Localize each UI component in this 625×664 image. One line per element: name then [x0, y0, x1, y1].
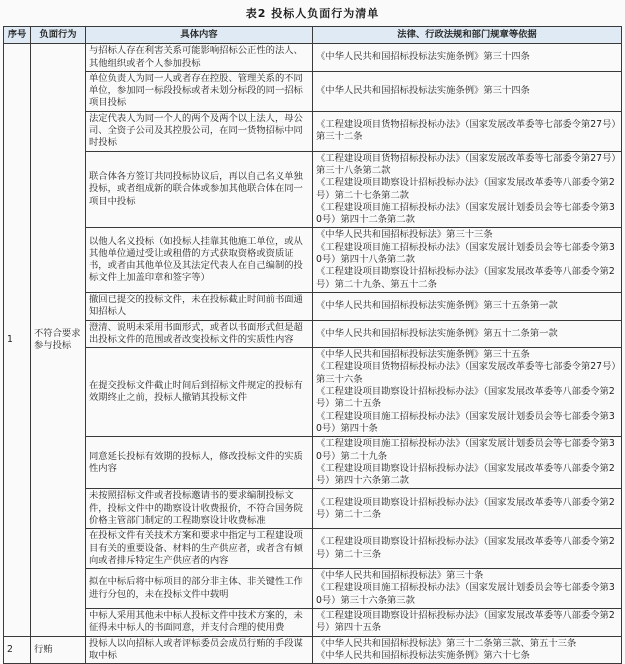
legal-basis-cell [313, 292, 622, 320]
legal-basis-entry: 《工程建设项目勘察设计招标投标办法》（国家发展改革委等八部委令第2号）第二十五条 [316, 386, 615, 410]
header-negative-behavior: 负面行为 [31, 27, 86, 44]
header-legal-basis: 法律、行政法规和部门规章等依据 [313, 27, 622, 44]
legal-basis-cell [313, 44, 622, 72]
legal-basis-cell [313, 151, 622, 228]
legal-basis-cell [313, 320, 622, 348]
specific-content-cell: 同意延长投标有效期的投标人，修改投标文件的实质性内容 [86, 437, 313, 489]
table-row [4, 529, 622, 569]
legal-basis-entry: 《中华人民共和国招标投标法实施条例》第五十二条第一款 [316, 327, 558, 339]
legal-basis-cell [313, 636, 622, 664]
table-row [4, 292, 622, 320]
negative-behavior-cell: 行贿 [31, 636, 86, 664]
legal-basis-entry: 《工程建设项目施工招标投标办法》（国家发展计划委员会等七部委令第30号）第四十二条第二款 [316, 201, 615, 226]
legal-basis-entry: 《中华人民共和国招标投标法实施条例》第三十五条 [316, 349, 530, 361]
serial-number-cell: 1 [4, 44, 31, 636]
specific-content-cell: 与招标人存在利害关系可能影响招标公正性的法人、其他组织或者个人参加投标 [86, 44, 313, 72]
specific-content-cell: 在投标文件有关技术方案和要求中指定与工程建设项目有关的重要设备、材料的生产供应者，或者含有倾向或者排斥特定生产供应者的内容 [86, 529, 313, 569]
table-row [4, 44, 622, 72]
table-row [4, 151, 622, 228]
legal-basis-cell [313, 489, 622, 529]
specific-content-cell: 在提交投标文件截止时间后到招标文件规定的投标有效期终止之前，投标人撤销其投标文件 [86, 348, 313, 437]
legal-basis-entry: 《工程建设项目勘察设计招标投标办法》（国家发展改革委等八部委令第2号）第二十二条 [316, 496, 615, 520]
table-row [4, 228, 622, 292]
table-row [4, 71, 622, 111]
legal-basis-cell [313, 529, 622, 569]
bidder-negative-behavior-table [3, 26, 622, 664]
legal-basis-entry: 《中华人民共和国招标投标法实施条例》第六十七条 [316, 649, 530, 661]
legal-basis-entry: 《中华人民共和国招标投标法》第三十条 [316, 570, 484, 582]
legal-basis-cell [313, 348, 622, 437]
legal-basis-entry: 《工程建设项目货物招标投标办法》（国家发展改革委等七部委令第27号）第三十六条 [316, 361, 617, 385]
legal-basis-entry: 《工程建设项目货物招标投标办法》（国家发展改革委等七部委令第27号）第三十八条第二款 [316, 152, 617, 176]
table-body [4, 44, 622, 664]
legal-basis-cell [313, 71, 622, 111]
specific-content-cell: 未按照招标文件或者投标邀请书的要求编制投标文件，投标文件中的勘察设计收费报价，不符合国务院价格主管部门制定的工程勘察设计收费标准 [86, 489, 313, 529]
legal-basis-entry: 《工程建设项目货物招标投标办法》（国家发展改革委等七部委令第27号）第三十二条 [316, 118, 617, 143]
legal-basis-cell [313, 437, 622, 489]
legal-basis-cell [313, 228, 622, 292]
legal-basis-entry: 《工程建设项目勘察设计招标投标办法》（国家发展改革委等八部委令第2号）第二十三条 [316, 536, 615, 560]
legal-basis-entry: 《工程建设项目施工招标投标办法》（国家发展计划委员会等七部委令第30号）第四十八条第二款 [316, 241, 615, 266]
specific-content-cell: 澄清、说明未采用书面形式，或者以书面形式但是超出投标文件的范围或者改变投标文件的实质性内容 [86, 320, 313, 348]
specific-content-cell: 联合体各方签订共同投标协议后，再以自己名义单独投标，或者组成新的联合体或参加其他联合体在同一项目中投标 [86, 151, 313, 228]
legal-basis-cell [313, 111, 622, 151]
negative-behavior-cell: 不符合要求参与投标 [31, 44, 86, 636]
specific-content-cell: 撤回已提交的投标文件，未在投标截止时间前书面通知招标人 [86, 292, 313, 320]
header-serial-number: 序号 [4, 27, 31, 44]
table-row [4, 636, 622, 664]
legal-basis-entry: 《工程建设项目勘察设计招标投标办法》（国家发展改革委等八部委令第2号）第四十六条第二款 [316, 462, 615, 487]
table-row [4, 437, 622, 489]
legal-basis-entry: 《中华人民共和国招标投标法实施条例》第三十四条 [316, 51, 530, 63]
legal-basis-entry: 《工程建设项目施工招标投标办法》（国家发展计划委员会等七部委令第30号）第二十九条 [316, 438, 615, 462]
specific-content-cell: 投标人以向招标人或者评标委员会成员行贿的手段谋取中标 [86, 636, 313, 664]
legal-basis-cell [313, 569, 622, 609]
legal-basis-entry: 《中华人民共和国招标投标法》第三十三条 [316, 229, 493, 241]
legal-basis-entry: 《工程建设项目勘察设计招标投标办法》（国家发展改革委等八部委令第2号）第二十九条、第五十二条 [316, 266, 615, 290]
table-row [4, 609, 622, 637]
legal-basis-entry: 《工程建设项目施工招标投标办法》（国家发展计划委员会等七部委令第30号）第三十六条第三款 [316, 582, 615, 606]
legal-basis-entry: 《工程建设项目勘察设计招标投标办法》（国家发展改革委等八部委令第2号）第四十五条 [316, 610, 615, 634]
specific-content-cell: 单位负责人为同一人或者存在控股、管理关系的不同单位，参加同一标段投标或者未划分标段的同一招标项目投标 [86, 71, 313, 111]
legal-basis-entry: 《中华人民共和国招标投标法》第三十二条第三款、第五十三条 [316, 637, 577, 649]
specific-content-cell: 拟在中标后将中标项目的部分非主体、非关键性工作进行分包的，未在投标文件中载明 [86, 569, 313, 609]
header-row [4, 27, 622, 44]
specific-content-cell: 以他人名义投标（如投标人挂靠其他施工单位，或从其他单位通过受让或租借的方式获取资格或资质证书，或者由其他单位及其法定代表人在自己编制的投标文件上加盖印章和签字等） [86, 228, 313, 292]
table-row [4, 569, 622, 609]
table-row [4, 111, 622, 151]
table-row [4, 320, 622, 348]
table-title: 表2 投标人负面行为清单 [245, 7, 380, 20]
legal-basis-entry: 《工程建设项目勘察设计招标投标办法》（国家发展改革委等八部委令第2号）第二十七条第二款 [316, 177, 615, 201]
serial-number-cell: 2 [4, 636, 31, 664]
table-row [4, 489, 622, 529]
legal-basis-cell [313, 609, 622, 637]
legal-basis-entry: 《中华人民共和国招标投标法实施条例》第三十四条 [316, 85, 530, 97]
legal-basis-entry: 《中华人民共和国招标投标法实施条例》第三十五条第一款 [316, 300, 558, 312]
specific-content-cell: 法定代表人为同一个人的两个及两个以上法人，母公司、全资子公司及其控股公司，在同一货物招标中同时投标 [86, 111, 313, 151]
legal-basis-entry: 《工程建设项目施工招标投标办法》（国家发展计划委员会等七部委令第30号）第四十条 [316, 410, 615, 434]
header-specific-content: 具体内容 [86, 27, 313, 44]
table-row [4, 348, 622, 437]
specific-content-cell: 中标人采用其他未中标人投标文件中技术方案的，未征得未中标人的书面同意，并支付合理的使用费 [86, 609, 313, 637]
